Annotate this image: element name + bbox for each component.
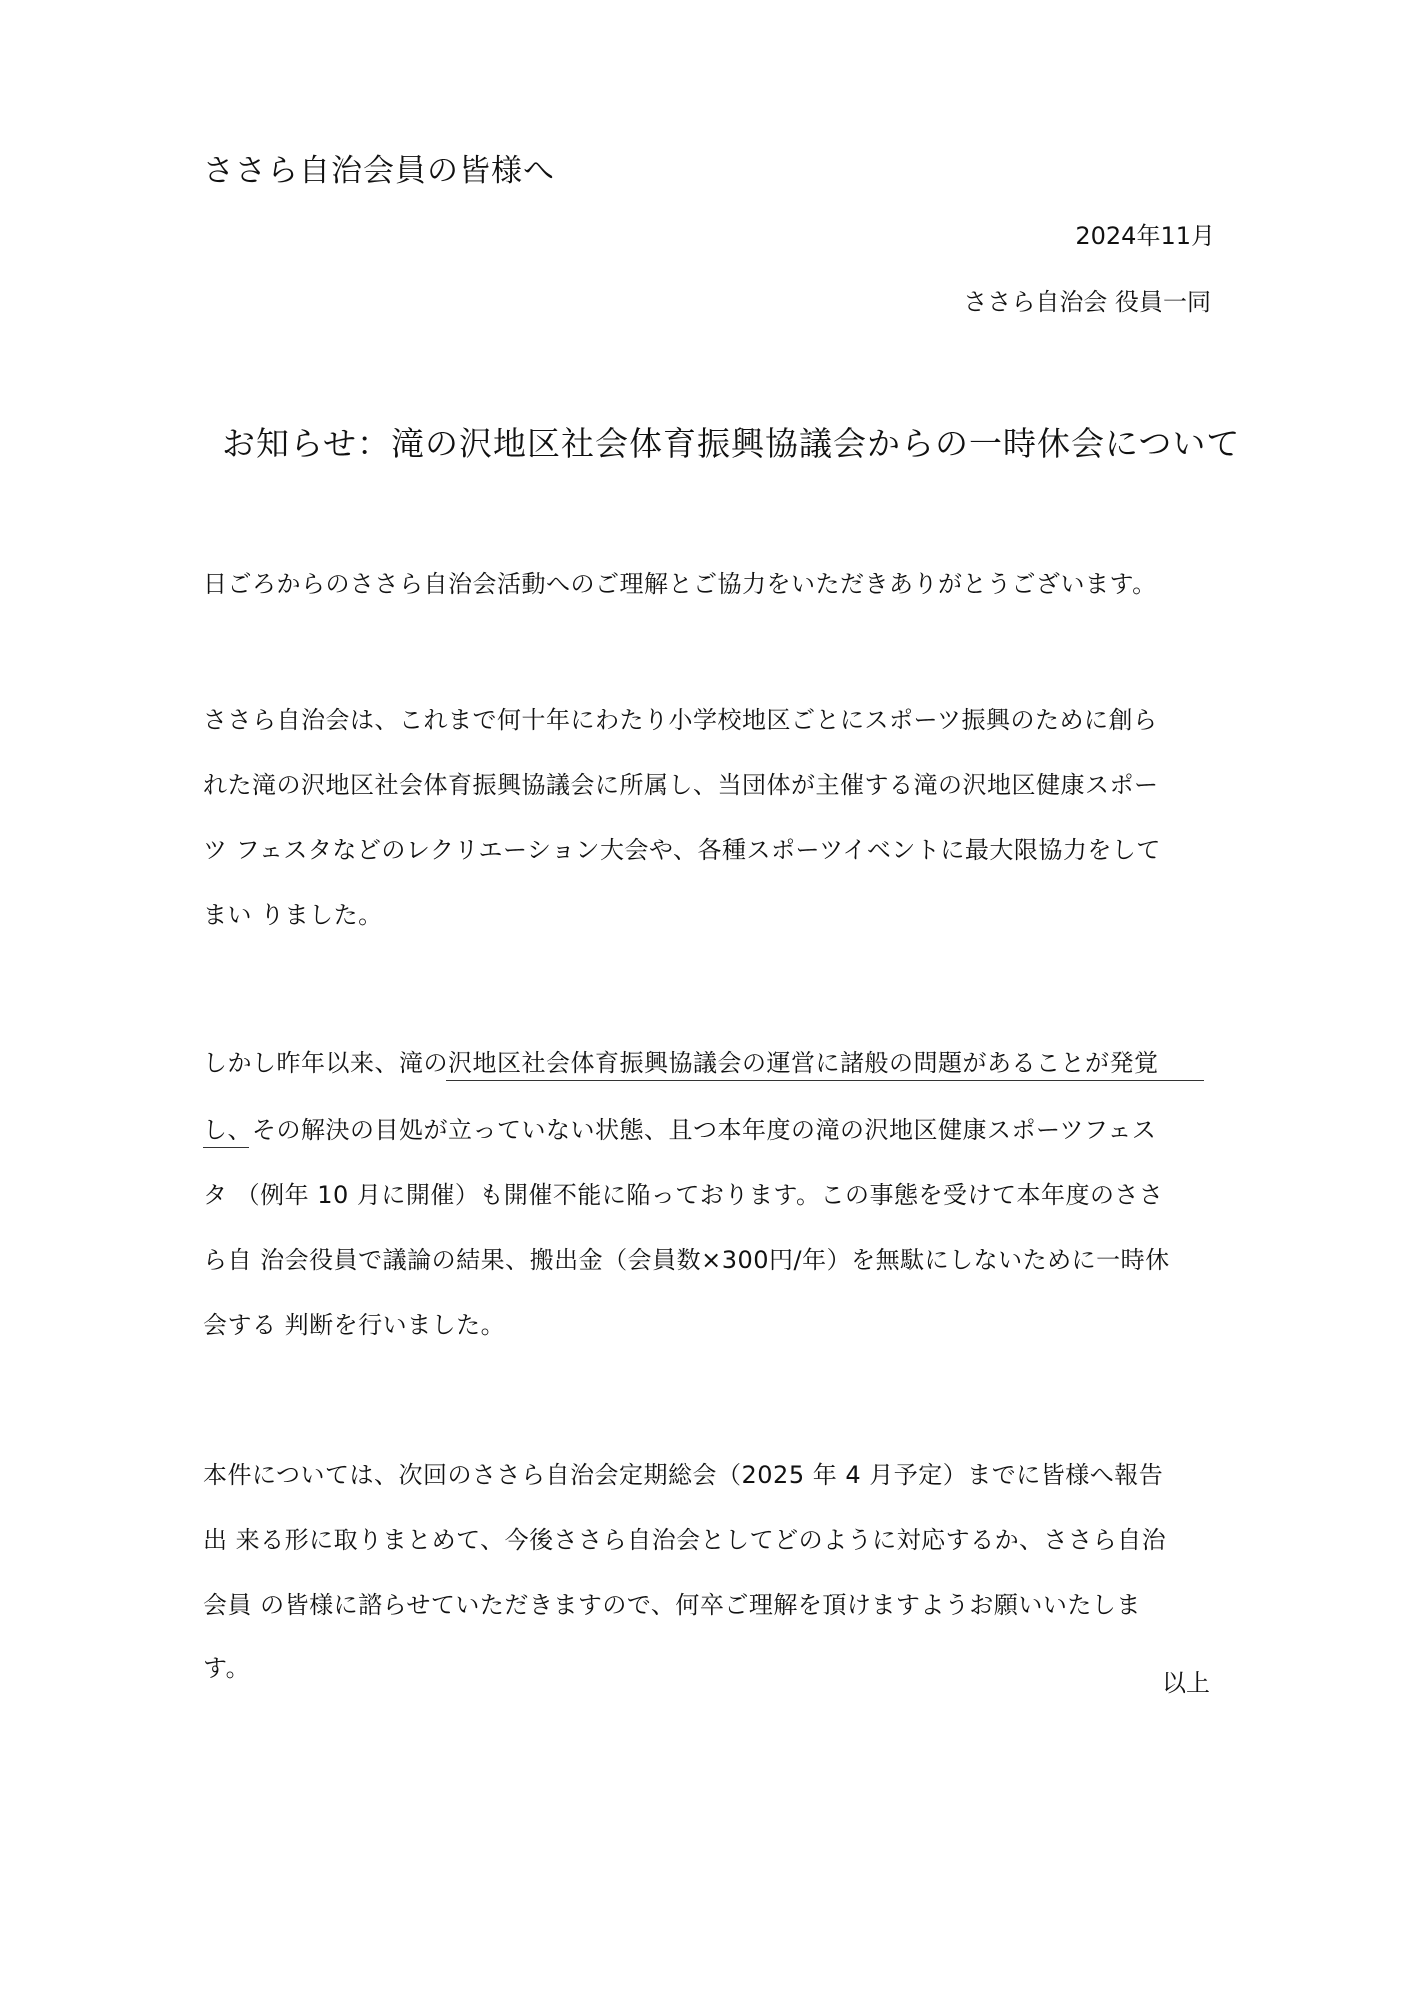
text-underline	[446, 1080, 1204, 1081]
paragraph3-line: 本件については、次回のささら自治会定期総会（2025 年 4 月予定）までに皆様へ報告	[203, 1461, 1164, 1489]
paragraph1-line: れた滝の沢地区社会体育振興協議会に所属し、当団体が主催する滝の沢地区健康スポー	[203, 771, 1159, 799]
date: 2024年11月	[1075, 222, 1215, 250]
paragraph2-line: タ （例年 10 月に開催）も開催不能に陥っております。この事態を受けて本年度のささ	[203, 1181, 1164, 1209]
paragraph2-line: ら自 治会役員で議論の結果、搬出金（会員数×300円/年）を無駄にしないために一時休	[203, 1246, 1170, 1274]
paragraph3-line: す。	[203, 1654, 251, 1682]
paragraph2-line: し、その解決の目処が立っていない状態、且つ本年度の滝の沢地区健康スポーツフェス	[203, 1116, 1157, 1144]
paragraph2-line: しかし昨年以来、滝の沢地区社会体育振興協議会の運営に諸般の問題があることが発覚	[203, 1049, 1159, 1077]
greeting: 日ごろからのささら自治会活動へのご理解とご協力をいただきありがとうございます。	[203, 570, 1157, 598]
paragraph1-line: ツ フェスタなどのレクリエーション大会や、各種スポーツイベントに最大限協力をして	[203, 836, 1161, 864]
text-underline	[203, 1147, 249, 1148]
paragraph1-line: まい りました。	[203, 901, 383, 929]
sender: ささら自治会 役員一同	[963, 288, 1211, 316]
paragraph2-line: 会する 判断を行いました。	[203, 1311, 506, 1339]
notice-title: お知らせ：滝の沢地区社会体育振興協議会からの一時休会について	[222, 424, 1241, 463]
paragraph1-line: ささら自治会は、これまで何十年にわたり小学校地区ごとにスポーツ振興のために創ら	[203, 706, 1158, 734]
closing-mark: 以上	[1162, 1669, 1210, 1697]
paragraph3-line: 出 来る形に取りまとめて、今後ささら自治会としてどのように対応するか、ささら自治	[203, 1526, 1167, 1554]
addressee: ささら自治会員の皆様へ	[203, 153, 555, 189]
paragraph3-line: 会員 の皆様に諮らせていただきますので、何卒ご理解を頂けますようお願いいたしま	[203, 1591, 1141, 1619]
